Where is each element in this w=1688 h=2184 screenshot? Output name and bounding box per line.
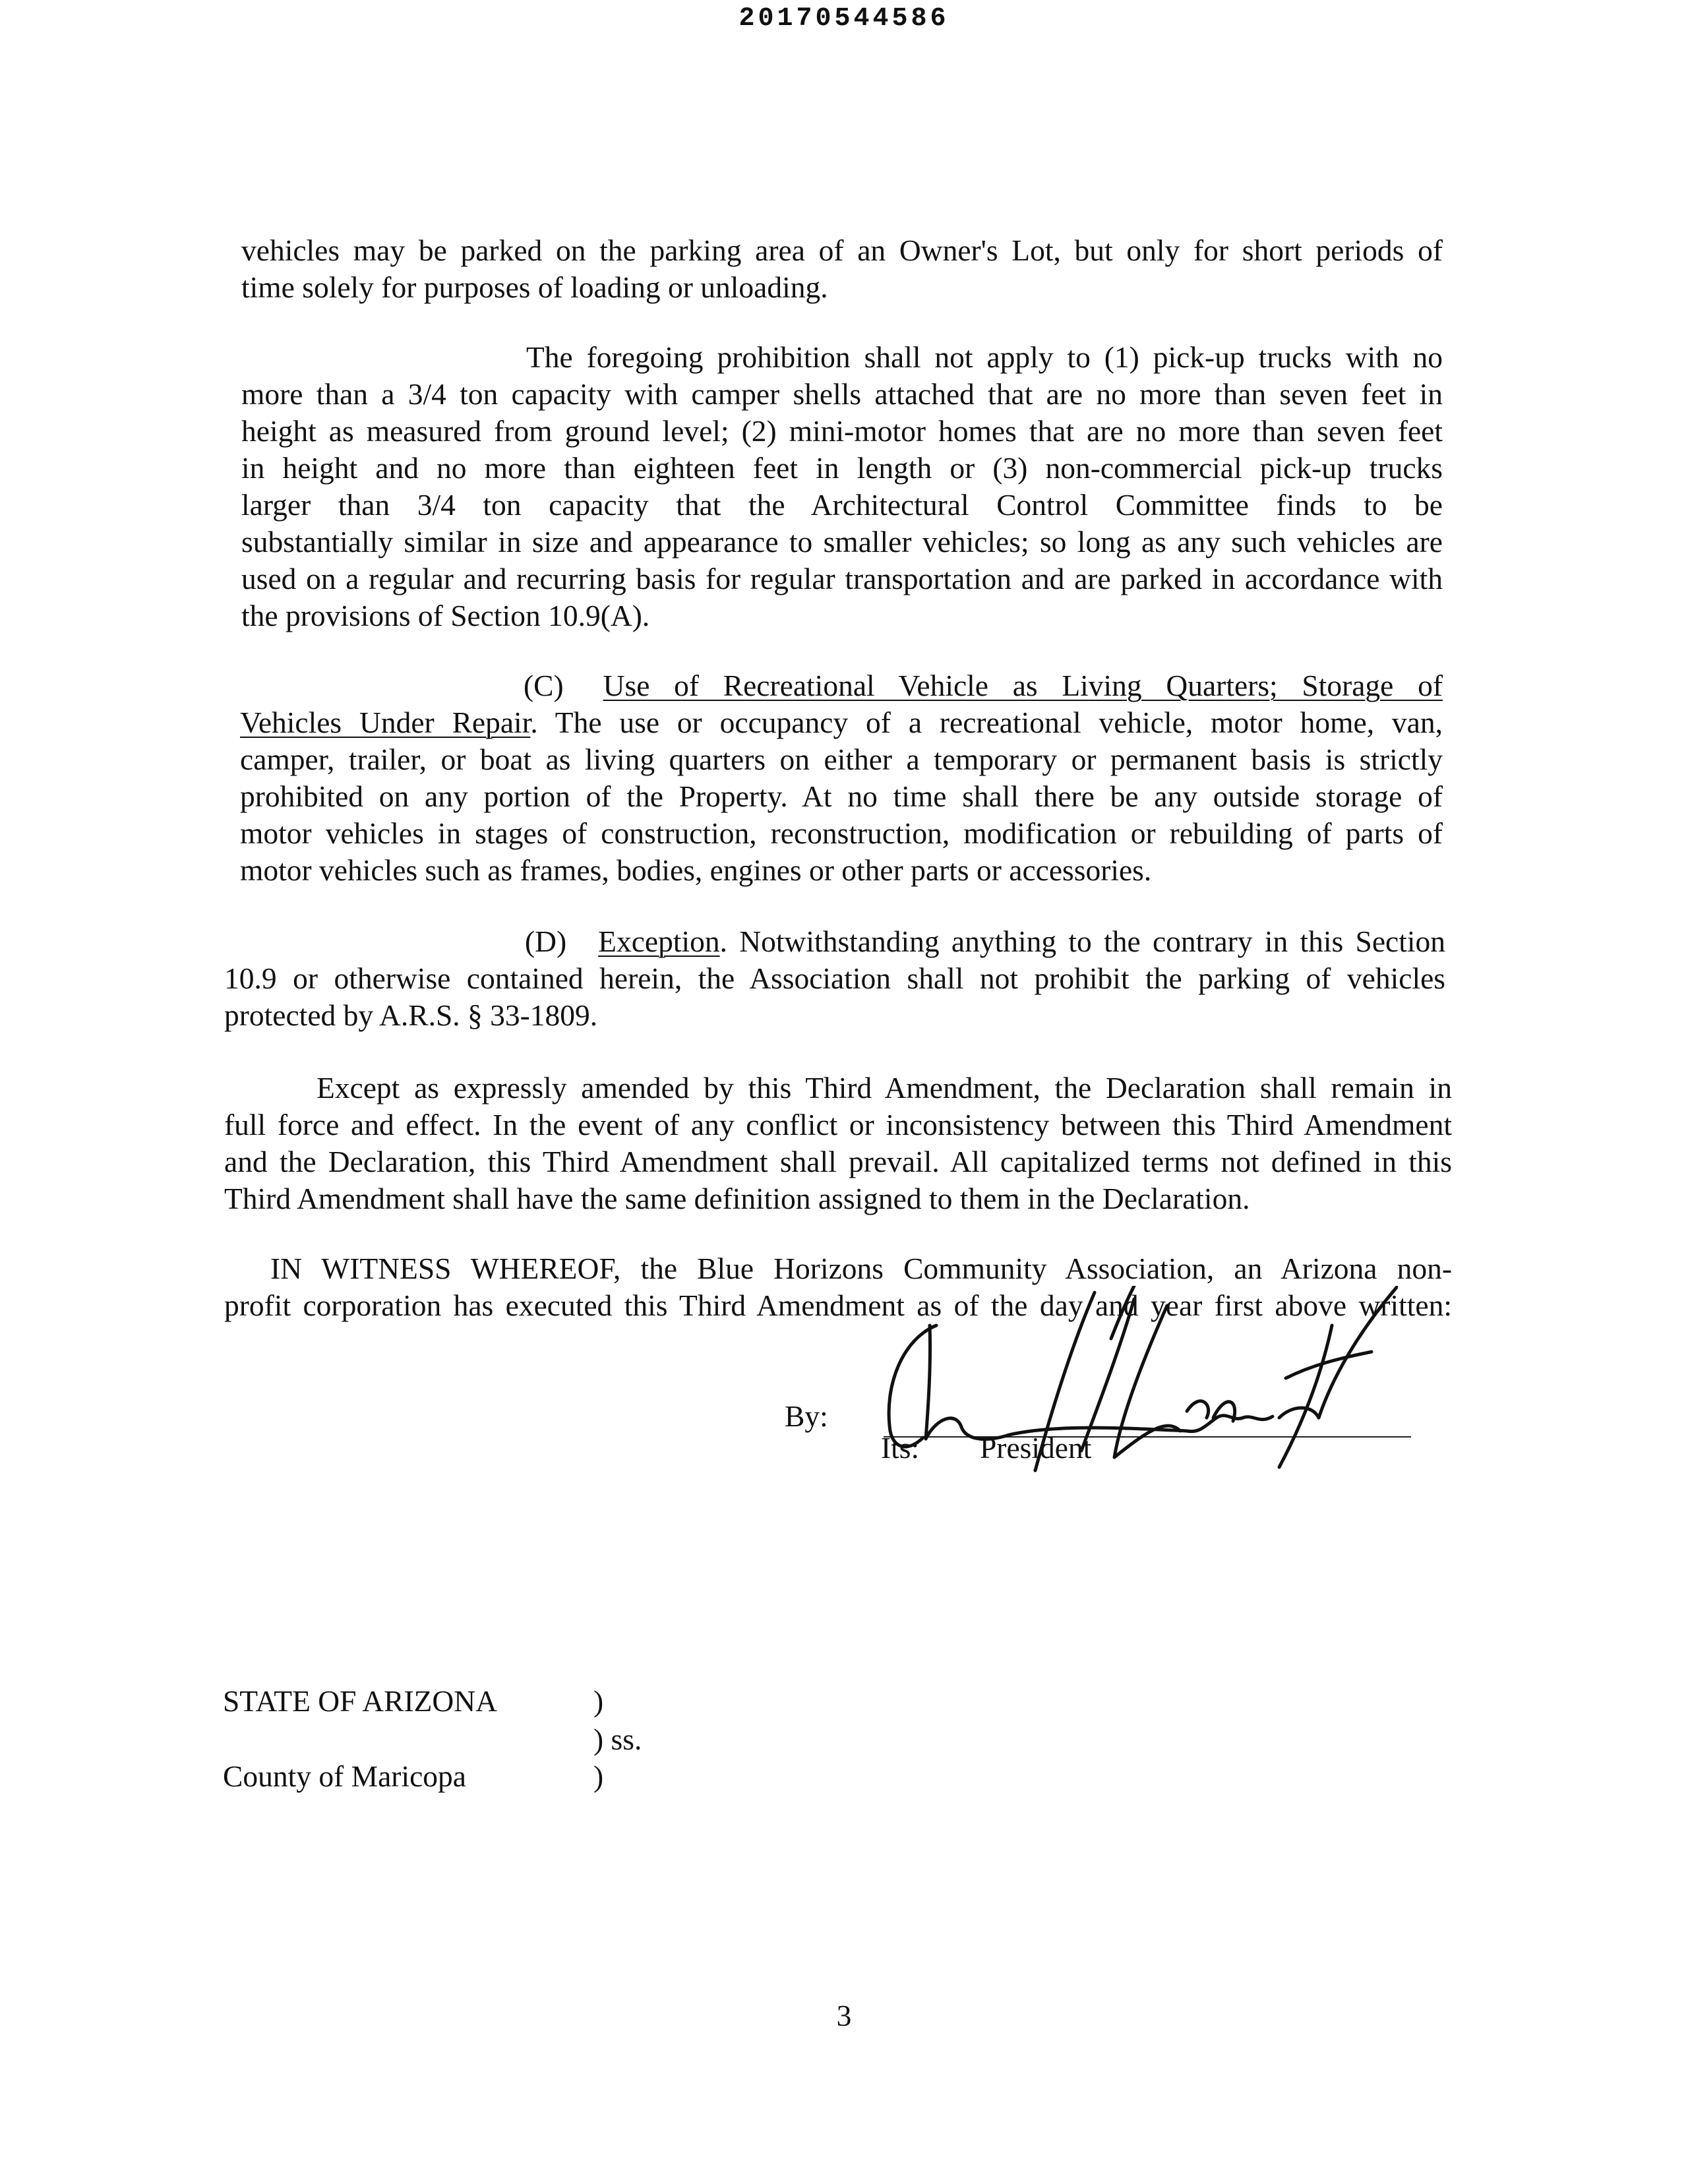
section-marker-c: (C) xyxy=(524,669,564,702)
text-line xyxy=(240,704,1443,741)
by-label: By: xyxy=(785,1399,828,1433)
text-line: prohibited on any portion of the Property. At no time shall there be any outside storage of xyxy=(240,779,1443,813)
text-line: vehicles may be parked on the parking area of an Owner's Lot, but only for short periods of xyxy=(241,233,1443,267)
text-line xyxy=(224,923,1445,960)
text-line: substantially similar in size and appearance to smaller vehicles; so long as any such vehicles are xyxy=(241,525,1443,559)
text-line: and the Declaration, this Third Amendment shall prevail. All capitalized terms not defined in this xyxy=(224,1145,1452,1178)
section-d-text: . Notwithstanding anything to the contrary in this Section xyxy=(719,925,1445,958)
text-line: height as measured from ground level; (2) mini-motor homes that are no more than seven feet xyxy=(241,414,1443,448)
text-line: IN WITNESS WHEREOF, the Blue Horizons Community Association, an Arizona non- xyxy=(270,1252,1452,1285)
notary-paren-top: ) xyxy=(593,1684,604,1718)
text-line: full force and effect. In the event of any conflict or inconsistency between this Third Amendment xyxy=(224,1108,1452,1141)
handwritten-signature xyxy=(857,1286,1398,1497)
document-number: 20170544586 xyxy=(738,4,950,34)
text-line: time solely for purposes of loading or unloading. xyxy=(241,270,828,304)
text-line: Except as expressly amended by this Third Amendment, the Declaration shall remain in xyxy=(316,1071,1452,1105)
section-c-text: . The use or occupancy of a recreational vehicle, motor home, van, xyxy=(530,706,1443,739)
signer-title: President xyxy=(980,1431,1092,1465)
text-line: camper, trailer, or boat as living quarters on either a temporary or permanent basis is strictly xyxy=(240,743,1443,776)
page-number: 3 xyxy=(836,1999,852,2032)
text-line: more than a 3/4 ton capacity with camper shells attached that are no more than seven feet in xyxy=(241,377,1443,411)
text-line: motor vehicles such as frames, bodies, engines or other parts or accessories. xyxy=(240,853,1152,887)
text-line: used on a regular and recurring basis for regular transportation and are parked in accordance with xyxy=(241,562,1443,595)
notary-paren-bottom: ) xyxy=(593,1759,604,1793)
its-label: Its: xyxy=(881,1431,920,1465)
text-line: The foregoing prohibition shall not apply to (1) pick-up trucks with no xyxy=(526,340,1443,374)
paragraph-amendment-effect xyxy=(224,1070,1452,1217)
text-line xyxy=(240,667,1443,704)
notary-state: STATE OF ARIZONA xyxy=(223,1684,497,1718)
text-line: 10.9 or otherwise contained herein, the Association shall not prohibit the parking of vehicles xyxy=(224,961,1445,995)
text-line: profit corporation has executed this Third Amendment as of the day and year first above written: xyxy=(224,1289,1452,1322)
text-line: protected by A.R.S. § 33-1809. xyxy=(224,998,598,1032)
notary-county: County of Maricopa xyxy=(223,1759,466,1793)
text-line: Third Amendment shall have the same definition assigned to them in the Declaration. xyxy=(224,1182,1250,1215)
paragraph-prohibition-exceptions xyxy=(241,339,1443,634)
section-marker-d: (D) xyxy=(525,925,567,958)
text-line: in height and no more than eighteen feet in length or (3) non-commercial pick-up trucks xyxy=(241,451,1443,485)
notary-ss: ) ss. xyxy=(593,1722,642,1756)
paragraph-section-c xyxy=(240,667,1443,889)
text-line: the provisions of Section 10.9(A). xyxy=(241,599,650,632)
text-line: larger than 3/4 ton capacity that the Architectural Control Committee finds to be xyxy=(241,488,1443,522)
text-line: motor vehicles in stages of construction, reconstruction, modification or rebuilding of parts of xyxy=(240,816,1443,850)
section-c-heading: Use of Recreational Vehicle as Living Quarters; Storage of xyxy=(603,669,1443,702)
section-c-heading-cont: Vehicles Under Repair xyxy=(240,706,531,739)
paragraph-section-d xyxy=(224,923,1445,1034)
section-d-heading: Exception xyxy=(598,925,720,958)
paragraph-parking-continued xyxy=(241,232,1443,306)
